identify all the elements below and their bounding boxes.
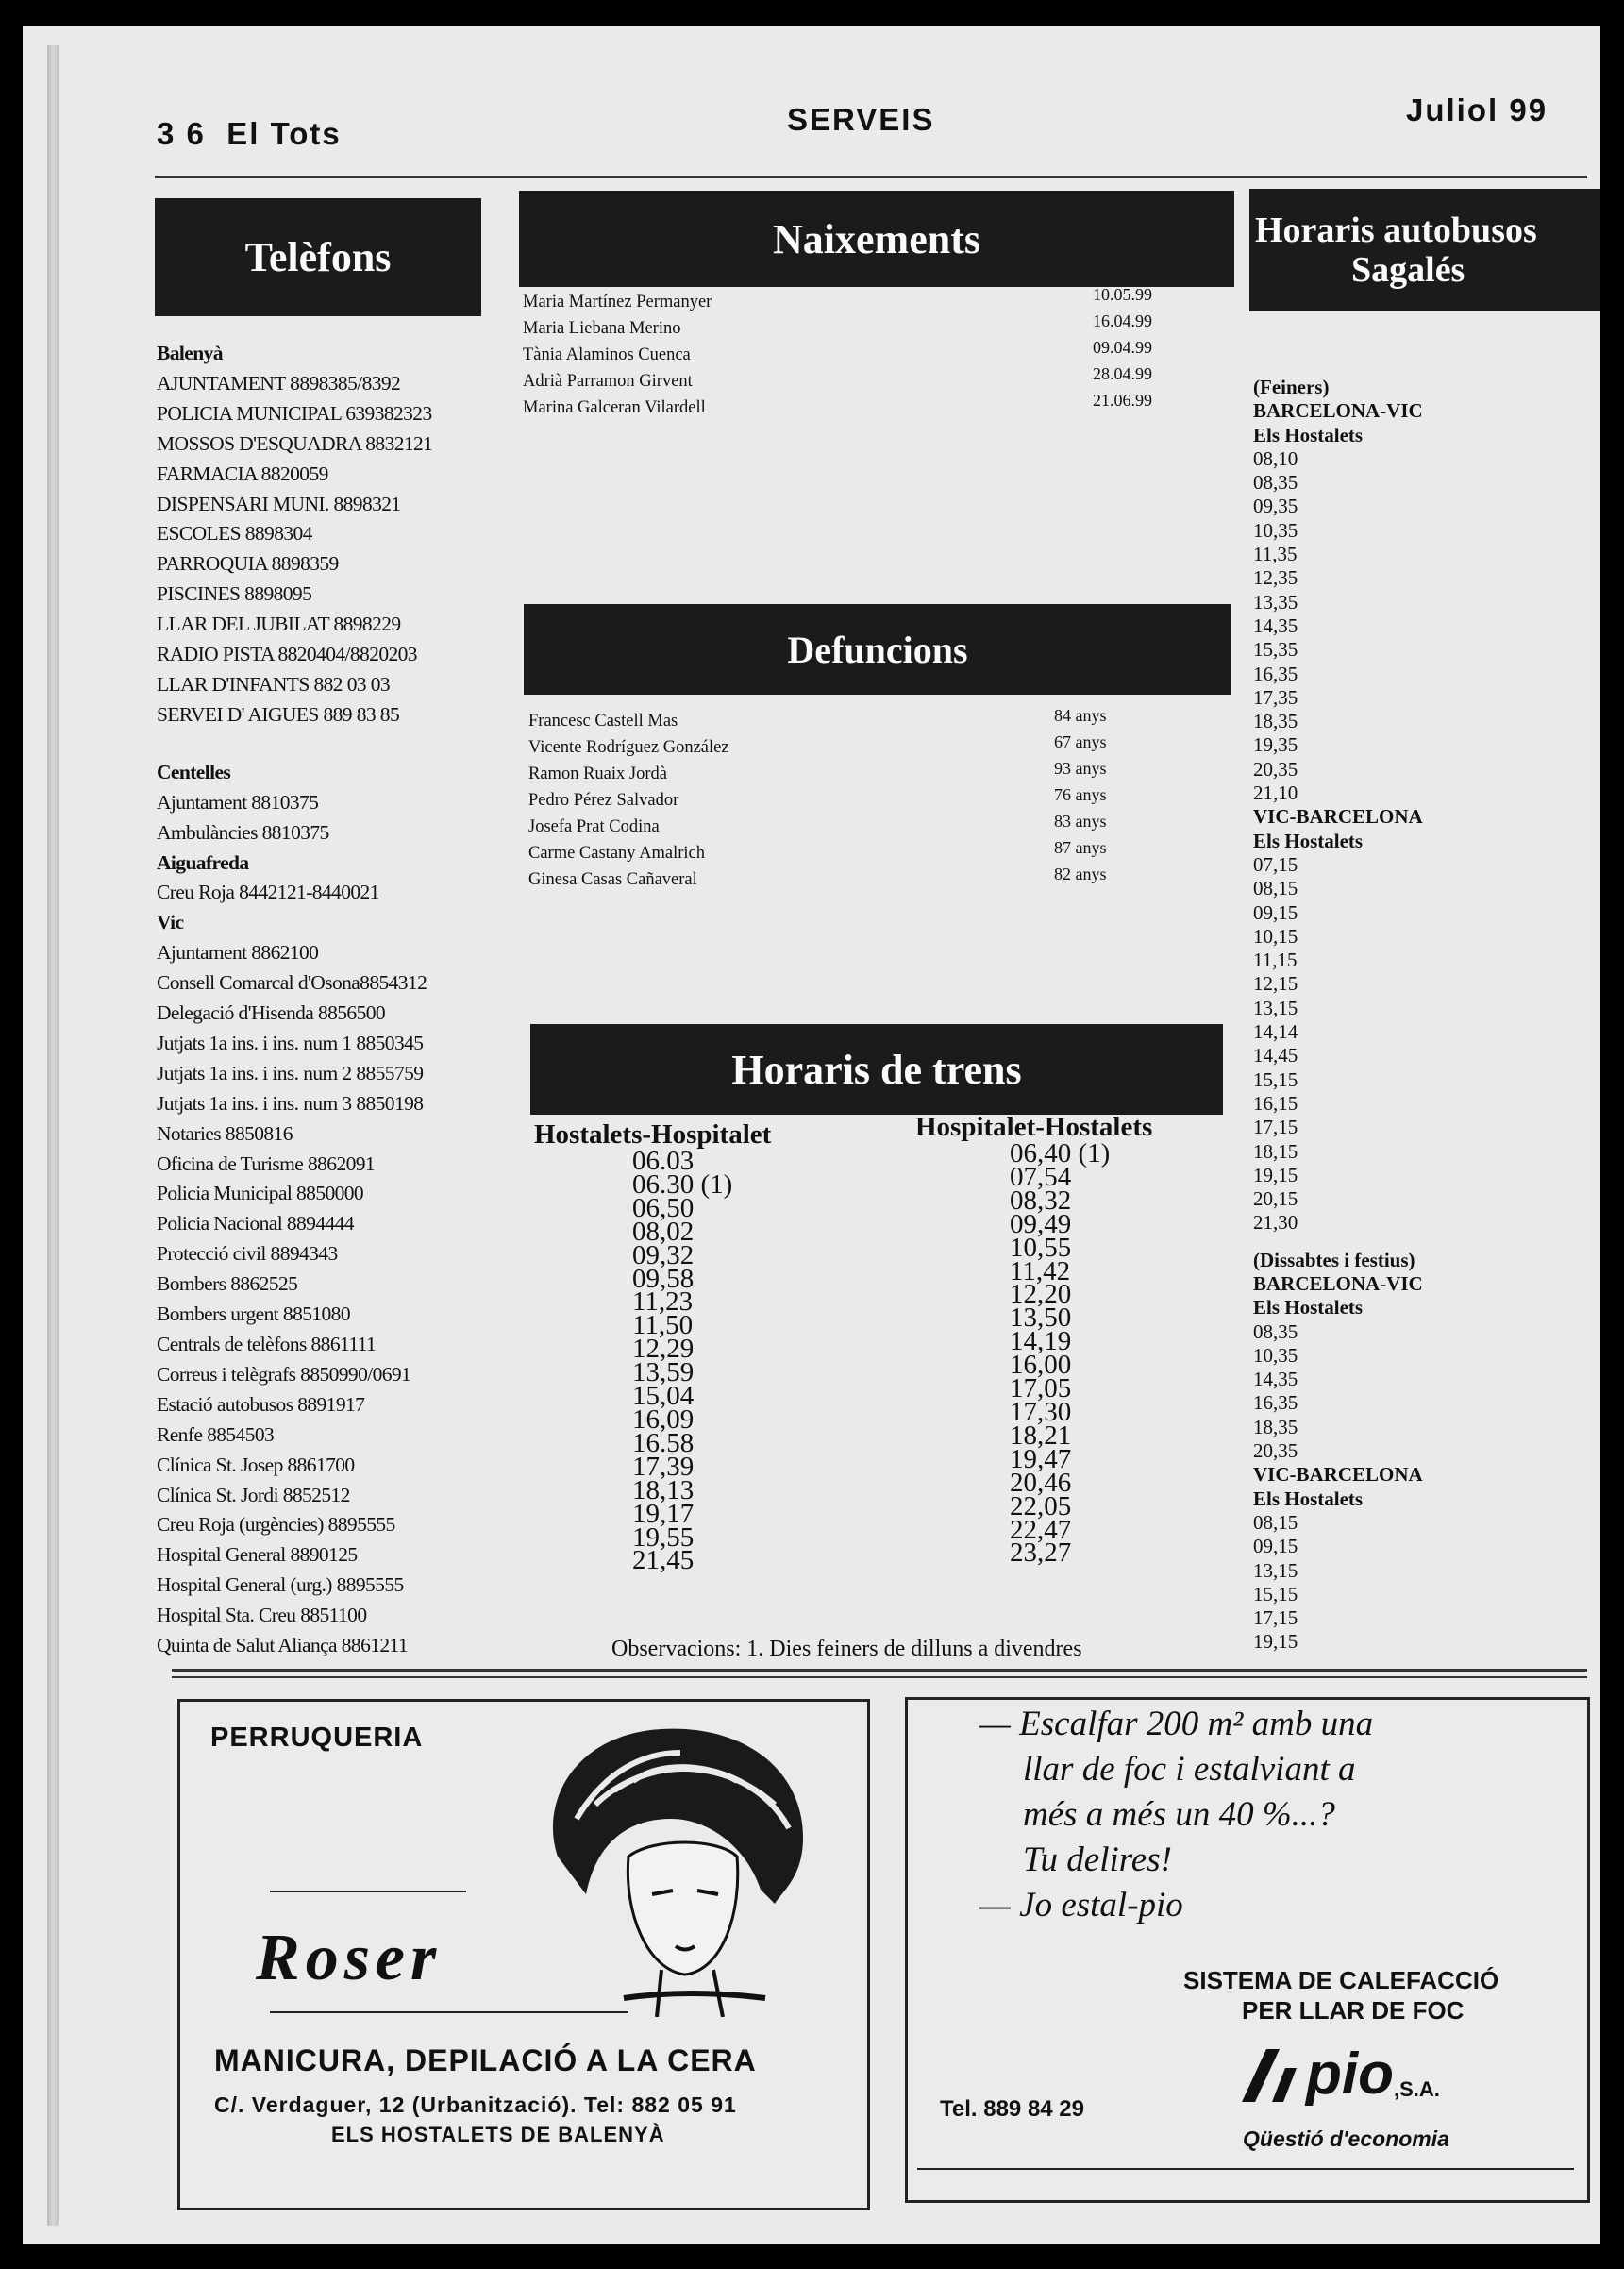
naixement-name: Tània Alaminos Cuenca [523,345,691,364]
bus-entry: 18,35 [1253,710,1298,733]
bus-entry: 17,35 [1253,685,1298,709]
bus-entry: 13,35 [1253,590,1298,613]
ad-pio-slogan: Qüestió d'economia [1243,2126,1449,2151]
telefon-entry: Jutjats 1a ins. i ins. num 2 8855759 [157,1061,424,1084]
bus-entry: 10,35 [1253,1343,1298,1367]
naixement-date: 10.05.99 [1093,285,1152,304]
ad-pio [905,1697,1590,2203]
bus-entry: 10,35 [1253,518,1298,542]
bus-entry: 12,35 [1253,566,1298,590]
train-time-hospitalet-hostalets: 08,32 [1010,1185,1072,1216]
issue-date: Juliol 99 [1406,92,1549,127]
trens-col2-times [1010,1138,1111,1569]
defuncio-age: 84 anys [1054,706,1107,725]
roser-rule-bottom [270,2011,628,2013]
train-time-hospitalet-hostalets: 22,47 [1010,1514,1072,1545]
bus-entry: 09,35 [1253,495,1298,518]
ad-pio-tel: Tel. 889 84 29 [940,2096,1084,2122]
bus-entry: 13,15 [1253,996,1298,1019]
ad-pio-bottom-rule [917,2168,1574,2170]
bus-entry: 16,35 [1253,1391,1298,1415]
defuncio-name: Ginesa Casas Cañaveral [528,870,697,889]
telefons-list [157,339,432,1661]
bus-entry: 14,35 [1253,1368,1298,1391]
telefon-entry: FARMACIA 8820059 [157,462,328,485]
page-number: 3 6 [157,116,206,151]
woman-portrait-illustration [520,1715,831,2017]
bus-entry: Els Hostalets [1253,829,1364,852]
train-time-hospitalet-hostalets: 16,00 [1010,1350,1072,1381]
train-time-hostalets-hospitalet: 12,29 [632,1334,695,1365]
header-rule [155,176,1587,178]
defuncio-name: Ramon Ruaix Jordà [528,765,667,783]
train-time-hospitalet-hostalets: 09,49 [1010,1208,1072,1239]
autobusos-list [1253,376,1423,1655]
train-time-hostalets-hospitalet: 19,55 [632,1521,695,1553]
autobusos-title-line2: Sagalés [1351,250,1465,290]
bus-entry: (Feiners) [1253,376,1330,398]
naixement-name: Marina Galceran Vilardell [523,398,706,417]
telefon-entry: Clínica St. Jordi 8852512 [157,1483,350,1506]
defuncio-name: Vicente Rodríguez González [528,738,729,757]
bus-entry: 08,35 [1253,471,1298,495]
bus-entry: 21,10 [1253,782,1298,805]
telefon-entry: Hospital General 8890125 [157,1543,358,1567]
defuncio-age: 87 anys [1054,838,1107,857]
section-title: SERVEIS [787,102,935,137]
bus-entry: 08,15 [1253,1510,1298,1534]
telefon-entry: Creu Roja (urgències) 8895555 [157,1513,395,1537]
train-time-hostalets-hospitalet: 09,32 [632,1239,695,1270]
bus-entry: 20,35 [1253,1439,1298,1463]
train-time-hospitalet-hostalets: 13,50 [1010,1303,1072,1334]
defuncio-name: Carme Castany Amalrich [528,844,706,863]
train-time-hospitalet-hostalets: 06,40 (1) [1010,1138,1111,1168]
naixements-banner: Naixements [519,191,1234,287]
pio-logo [1238,2042,1440,2107]
telefon-entry: Ajuntament 8810375 [157,790,319,814]
trens-banner: Horaris de trens [530,1024,1223,1115]
train-time-hostalets-hospitalet: 13,59 [632,1357,695,1388]
bus-entry: Els Hostalets [1253,423,1364,446]
page-number-publication [157,116,342,152]
telefon-entry: PISCINES 8898095 [157,582,312,606]
train-time-hostalets-hospitalet: 06,50 [632,1192,695,1223]
train-time-hospitalet-hostalets: 19,47 [1010,1443,1072,1474]
telefon-entry: Centrals de telèfons 8861111 [157,1333,377,1355]
bus-entry: BARCELONA-VIC [1253,1271,1423,1295]
telefon-entry: Quinta de Salut Aliança 8861211 [157,1634,409,1657]
train-time-hostalets-hospitalet: 19,17 [632,1498,695,1529]
telefon-entry: Bombers urgent 8851080 [157,1303,350,1326]
trens-observacions: Observacions: 1. Dies feiners de dilluns a divendres [611,1637,1082,1661]
bus-entry: 08,35 [1253,1319,1298,1343]
bus-entry: 18,15 [1253,1139,1298,1163]
train-time-hostalets-hospitalet: 11,23 [632,1286,694,1318]
ad-perruqueria-address: C/. Verdaguer, 12 (Urbanització). Tel: 882 05 91 [214,2093,737,2117]
bus-entry: 16,15 [1253,1091,1298,1115]
defuncio-name: Francesc Castell Mas [528,712,678,731]
defuncio-age: 93 anys [1054,759,1107,778]
bus-entry: 19,15 [1253,1163,1298,1186]
telefon-entry: POLICIA MUNICIPAL 639382323 [157,401,432,425]
train-time-hostalets-hospitalet: 18,13 [632,1474,695,1505]
train-time-hospitalet-hostalets: 22,05 [1010,1490,1072,1521]
bus-entry: 07,15 [1253,852,1298,876]
telefon-entry: LLAR D'INFANTS 882 03 03 [157,672,391,696]
telefon-entry: Policia Municipal 8850000 [157,1182,364,1205]
telefon-entry: SERVEI D' AIGUES 889 83 85 [157,702,400,726]
ad-perruqueria-heading: PERRUQUERIA [210,1723,424,1753]
telefon-entry: Renfe 8854503 [157,1422,275,1446]
telefon-entry: Aiguafreda [157,850,249,874]
telefon-entry: Estació autobusos 8891917 [157,1392,365,1416]
train-time-hostalets-hospitalet: 08,02 [632,1216,695,1247]
bus-entry: 21,30 [1253,1211,1298,1235]
telefon-entry: AJUNTAMENT 8898385/8392 [157,371,401,395]
telefon-entry: Oficina de Turisme 8862091 [157,1151,376,1175]
bus-entry: 19,15 [1253,1630,1298,1654]
page-spine-edge [47,45,59,2226]
naixements-names [523,289,712,421]
ad-pio-sistema-1: SISTEMA DE CALEFACCIÓ [1183,1966,1499,1994]
naixement-name: Adrià Parramon Girvent [523,372,693,391]
telefon-entry: Protecció civil 8894343 [157,1242,338,1266]
train-time-hospitalet-hostalets: 11,42 [1010,1255,1071,1286]
bus-entry: 08,15 [1253,877,1298,900]
roser-logo-text: Roser [256,1922,443,1994]
train-time-hospitalet-hostalets: 20,46 [1010,1467,1072,1498]
telefon-entry: Clínica St. Josep 8861700 [157,1453,355,1476]
train-time-hospitalet-hostalets: 17,05 [1010,1373,1072,1404]
ad-perruqueria [177,1699,870,2210]
quote-line-5: — Jo estal-pio [979,1886,1183,1924]
telefon-entry: Consell Comarcal d'Osona8854312 [157,971,427,995]
pio-arrow-logo-icon [1238,2045,1306,2104]
roser-rule-top [270,1891,466,1892]
ads-rule-bottom [172,1676,1587,1678]
train-time-hostalets-hospitalet: 06.30 (1) [632,1168,733,1200]
bus-entry: 18,35 [1253,1415,1298,1438]
bus-entry: 20,15 [1253,1187,1298,1211]
telefon-entry: Creu Roja 8442121-8440021 [157,881,379,904]
pio-brand: pio [1306,2042,1394,2107]
train-time-hospitalet-hostalets: 14,19 [1010,1326,1072,1357]
bus-entry: 15,35 [1253,638,1298,662]
bus-entry: 08,10 [1253,446,1298,470]
ad-perruqueria-services: MANICURA, DEPILACIÓ A LA CERA [214,2043,757,2077]
train-time-hostalets-hospitalet: 06.03 [632,1146,695,1176]
train-time-hostalets-hospitalet: 16,09 [632,1403,695,1435]
naixement-date: 21.06.99 [1093,391,1152,410]
defuncions-banner: Defuncions [524,604,1231,695]
telefon-entry: Bombers 8862525 [157,1272,298,1296]
train-time-hospitalet-hostalets: 07,54 [1010,1161,1072,1192]
train-time-hostalets-hospitalet: 21,45 [632,1545,695,1576]
bus-entry: 10,15 [1253,924,1298,948]
bus-entry: VIC-BARCELONA [1253,1463,1423,1487]
telefon-entry: MOSSOS D'ESQUADRA 8832121 [157,431,433,455]
train-time-hostalets-hospitalet: 11,50 [632,1310,694,1341]
defuncio-age: 67 anys [1054,732,1107,751]
quote-line-2: llar de foc i estalviant a [1023,1750,1356,1789]
autobusos-title-line1: Horaris autobusos [1255,210,1537,250]
naixement-date: 09.04.99 [1093,338,1152,357]
ad-perruqueria-town: ELS HOSTALETS DE BALENYÀ [331,2123,665,2146]
naixement-name: Maria Martínez Permanyer [523,293,712,311]
bus-entry: 20,35 [1253,757,1298,781]
train-time-hostalets-hospitalet: 16.58 [632,1427,695,1458]
train-time-hospitalet-hostalets: 23,27 [1010,1538,1072,1569]
trens-col1-title: Hostalets-Hospitalet [534,1119,772,1150]
defuncio-name: Pedro Pérez Salvador [528,791,679,810]
bus-entry: 09,15 [1253,1535,1298,1558]
bus-entry: 12,15 [1253,972,1298,996]
ads-rule-top [172,1669,1587,1672]
bus-entry: Els Hostalets [1253,1296,1364,1319]
telefon-entry: PARROQUIA 8898359 [157,552,339,576]
ad-pio-quote [979,1702,1373,1928]
bus-entry: 11,35 [1253,543,1298,566]
train-time-hostalets-hospitalet: 17,39 [632,1451,695,1482]
bus-entry: 16,35 [1253,662,1298,685]
newspaper-page [23,26,1600,2244]
train-time-hospitalet-hostalets: 18,21 [1010,1420,1072,1451]
trens-col1-times [632,1146,733,1576]
bus-entry: 14,35 [1253,613,1298,637]
bus-entry: BARCELONA-VIC [1253,399,1423,423]
telefon-entry: Ajuntament 8862100 [157,941,319,965]
defuncio-age: 82 anys [1054,865,1107,883]
telefon-entry: DISPENSARI MUNI. 8898321 [157,492,401,515]
telefon-entry: Jutjats 1a ins. i ins. num 1 8850345 [157,1031,424,1054]
publication-name: El Tots [226,116,342,151]
telefon-entry: Jutjats 1a ins. i ins. num 3 8850198 [157,1091,424,1115]
bus-entry: 11,15 [1253,949,1298,972]
train-time-hospitalet-hostalets: 12,20 [1010,1279,1072,1310]
telefons-banner: Telèfons [155,198,481,316]
naixement-date: 28.04.99 [1093,364,1152,383]
telefon-entry: Policia Nacional 8894444 [157,1212,354,1235]
train-time-hostalets-hospitalet: 15,04 [632,1381,695,1412]
telefon-entry: Hospital Sta. Creu 8851100 [157,1604,367,1627]
bus-entry: 15,15 [1253,1582,1298,1605]
ad-pio-sistema-2: PER LLAR DE FOC [1242,1996,1465,2025]
telefon-entry: Centelles [157,760,231,783]
telefon-entry: Vic [157,911,184,934]
bus-entry: 17,15 [1253,1116,1298,1139]
bus-entry: 14,45 [1253,1044,1298,1067]
bus-entry: 19,35 [1253,733,1298,757]
telefon-entry: LLAR DEL JUBILAT 8898229 [157,613,401,636]
autobusos-banner [1249,189,1600,311]
defuncio-age: 76 anys [1054,785,1107,804]
trens-col2-title: Hospitalet-Hostalets [915,1112,1153,1142]
naixement-name: Maria Liebana Merino [523,319,681,338]
telefon-entry: RADIO PISTA 8820404/8820203 [157,643,417,666]
quote-line-3: més a més un 40 %...? [1023,1795,1335,1834]
quote-line-1: — Escalfar 200 m² amb una [979,1705,1374,1743]
telefon-entry: Ambulàncies 8810375 [157,820,329,844]
telefon-entry: Notaries 8850816 [157,1121,293,1145]
pio-brand-suffix: ,S.A. [1393,2077,1440,2101]
defuncio-name: Josefa Prat Codina [528,817,660,836]
telefon-entry: Balenyà [157,342,223,364]
telefon-entry: ESCOLES 8898304 [157,522,312,546]
bus-entry: 09,15 [1253,900,1298,924]
train-time-hospitalet-hostalets: 17,30 [1010,1396,1072,1427]
defuncions-names [528,708,729,893]
naixements-dates [1093,281,1152,413]
telefon-entry: Hospital General (urg.) 8895555 [157,1573,404,1597]
bus-entry: Els Hostalets [1253,1487,1364,1510]
bus-entry: 15,15 [1253,1067,1298,1091]
bus-entry: 17,15 [1253,1606,1298,1630]
defuncio-age: 83 anys [1054,812,1107,831]
naixement-date: 16.04.99 [1093,311,1152,330]
train-time-hospitalet-hostalets: 10,55 [1010,1232,1072,1263]
telefon-entry: Correus i telègrafs 8850990/0691 [157,1362,411,1386]
defuncions-ages [1054,702,1107,887]
bus-entry: (Dissabtes i festius) [1253,1248,1415,1271]
bus-entry: VIC-BARCELONA [1253,805,1423,829]
bus-entry: 14,14 [1253,1020,1298,1044]
telefon-entry: Delegació d'Hisenda 8856500 [157,1001,386,1025]
quote-line-4: Tu delires! [1023,1840,1172,1879]
bus-entry: 13,15 [1253,1558,1298,1582]
train-time-hostalets-hospitalet: 09,58 [632,1263,695,1294]
